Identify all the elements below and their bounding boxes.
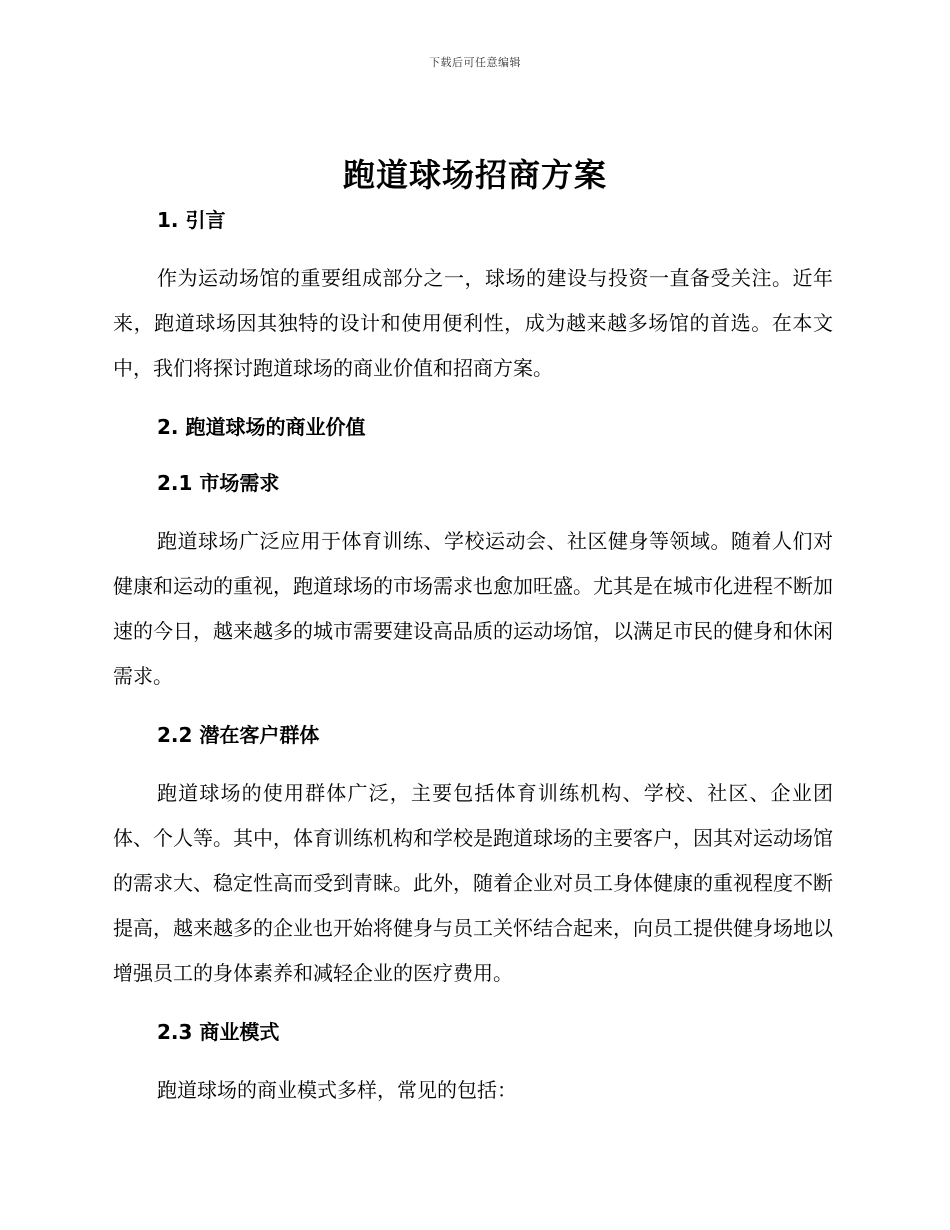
section-2-1-heading: 2.1 市场需求 (157, 471, 280, 495)
document-title: 跑道球场招商方案 (342, 156, 607, 194)
section-2-1-paragraph: 跑道球场广泛应用于体育训练、学校运动会、社区健身等领域。随着人们对健康和运动的重视，跑道球场的市场需求也愈加旺盛。尤其是在城市化进程不断加速的今日，越来越多的城市需要建设高品质的运动场馆，以满足市民的健身和休闲需求。 (113, 529, 833, 688)
section-1-paragraph: 作为运动场馆的重要组成部分之一，球场的建设与投资一直备受关注。近年来，跑道球场因其独特的设计和使用便利性，成为越来越多场馆的首选。在本文中，我们将探讨跑道球场的商业价值和招商方案。 (113, 266, 833, 380)
section-2-2-paragraph: 跑道球场的使用群体广泛，主要包括体育训练机构、学校、社区、企业团体、个人等。其中，体育训练机构和学校是跑道球场的主要客户，因其对运动场馆的需求大、稳定性高而受到青睐。此外，随着企业对员工身体健康的重视程度不断提高，越来越多的企业也开始将健身与员工关怀结合起来，向员工提供健身场地以增强员工的身体素养和减轻企业的医疗费用。 (113, 781, 833, 985)
document-body (113, 200, 833, 1113)
section-1-heading: 1. 引言 (157, 208, 226, 232)
section-2-heading: 2. 跑道球场的商业价值 (157, 415, 366, 439)
section-2-3-paragraph: 跑道球场的商业模式多样，常见的包括： (157, 1078, 517, 1102)
header-note: 下载后可任意编辑 (429, 56, 521, 69)
section-2-3-heading: 2.3 商业模式 (157, 1020, 280, 1044)
section-2-2-heading: 2.2 潜在客户群体 (157, 723, 320, 747)
